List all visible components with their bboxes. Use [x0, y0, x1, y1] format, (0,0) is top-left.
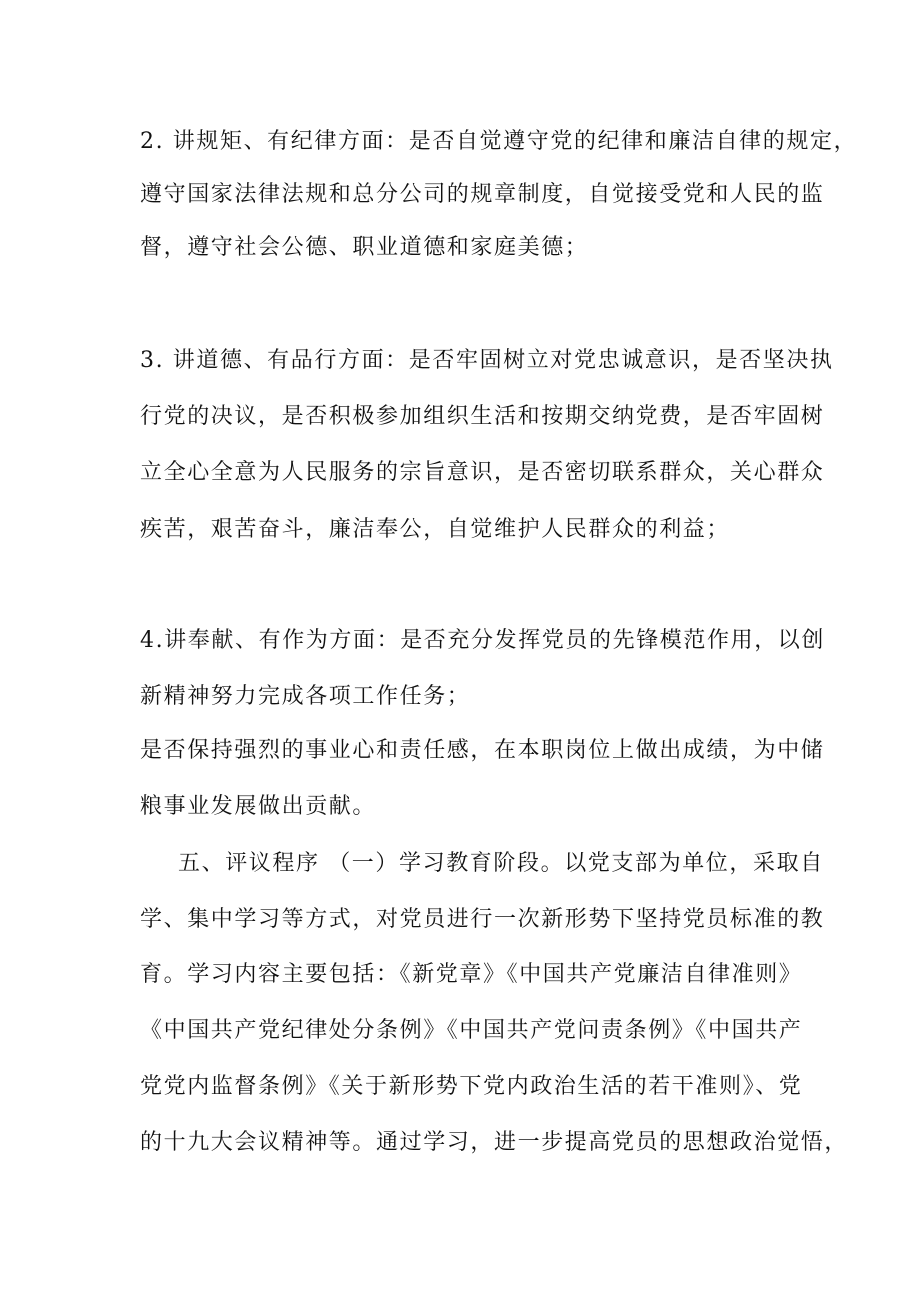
- text-line: 学、集中学习等方式，对党员进行一次新形势下坚持党员标准的教: [140, 907, 825, 932]
- text-line: 新精神努力完成各项工作任务；: [140, 684, 471, 709]
- text-line: 粮事业发展做出贡献。: [140, 794, 377, 819]
- text-line: 遵守国家法律法规和总分公司的规章制度，自觉接受党和人民的监: [140, 182, 825, 207]
- text-line: 育。学习内容主要包括：《新党章》《中国共产党廉洁自律准则》: [140, 962, 803, 987]
- text-line: 2. 讲规矩、有纪律方面：是否自觉遵守党的纪律和廉洁自律的规定，: [140, 129, 858, 154]
- text-line: 是否保持强烈的事业心和责任感，在本职岗位上做出成绩，为中储: [140, 738, 825, 763]
- text-line: 疾苦，艰苦奋斗，廉洁奉公，自觉维护人民群众的利益；: [140, 517, 731, 542]
- text-line: 3. 讲道德、有品行方面：是否牢固树立对党忠诚意识，是否坚决执: [140, 348, 834, 373]
- text-line: 立全心全意为人民服务的宗旨意识，是否密切联系群众，关心群众: [140, 460, 825, 485]
- text-line: 《中国共产党纪律处分条例》《中国共产党问责条例》《中国共产: [140, 1018, 803, 1043]
- text-line: 行党的决议，是否积极参加组织生活和按期交纳党费，是否牢固树: [140, 404, 825, 429]
- text-line: 4.讲奉献、有作为方面：是否充分发挥党员的先锋模范作用，以创: [140, 628, 825, 653]
- text-line: 的十九大会议精神等。通过学习，进一步提高党员的思想政治觉悟，: [140, 1130, 849, 1155]
- text-line: 督，遵守社会公德、职业道德和家庭美德；: [140, 235, 589, 260]
- text-line: 党党内监督条例》《关于新形势下党内政治生活的若干准则》、党: [140, 1074, 803, 1099]
- section-heading-line: 五、评议程序 （一）学习教育阶段。以党支部为单位，采取自: [178, 851, 824, 876]
